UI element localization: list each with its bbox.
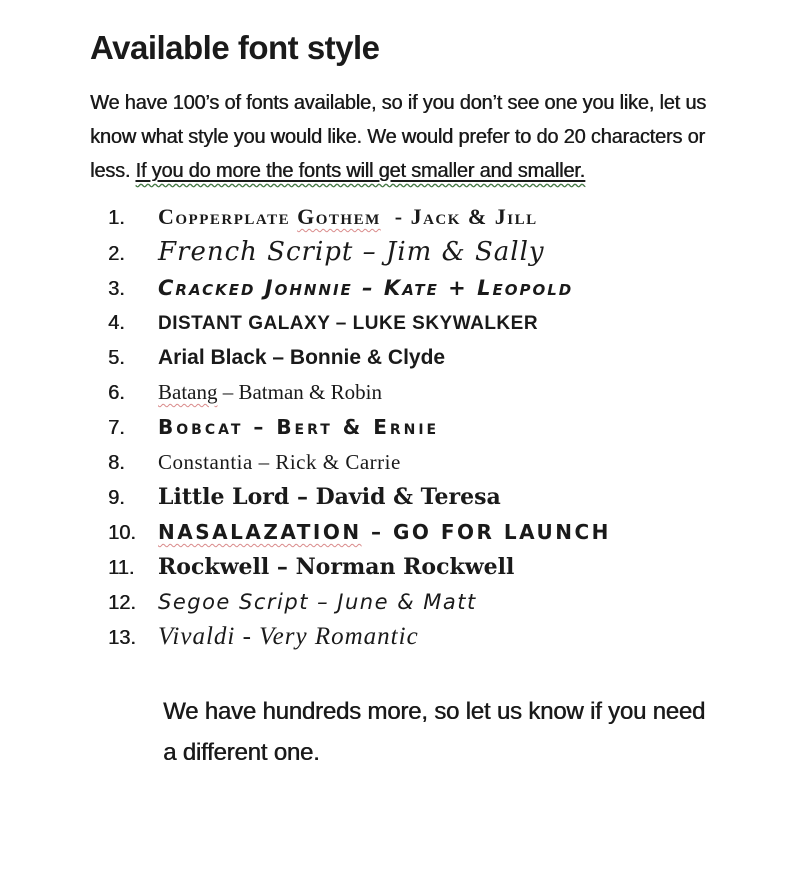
font-sample-text xyxy=(158,239,545,265)
list-item-number: 13. xyxy=(108,627,136,649)
list-item xyxy=(90,554,715,581)
list-item-number: 12. xyxy=(108,592,136,614)
font-sample-text xyxy=(158,311,538,337)
font-sample-text xyxy=(158,204,538,230)
font-sample-text xyxy=(158,624,419,650)
font-sample-text xyxy=(158,484,501,510)
list-item-number: 4. xyxy=(108,312,125,334)
list-item xyxy=(90,414,715,441)
list-item-number: 10. xyxy=(108,522,136,544)
font-sample-text xyxy=(158,449,401,475)
sample-text-part: – Batman & Robin xyxy=(217,380,382,404)
list-item xyxy=(90,449,715,476)
font-list xyxy=(90,204,715,651)
sample-text-part: French Script – Jim & Sally xyxy=(158,237,545,267)
misspelled-word: NASALAZATION xyxy=(158,520,362,544)
sample-text-part: Segoe Script – June & Matt xyxy=(158,590,477,614)
sample-text-part: - Jack & Jill xyxy=(380,204,538,229)
sample-text-part: Copperplate xyxy=(158,204,298,229)
page-title: Available font style xyxy=(90,29,380,66)
list-item xyxy=(90,624,715,651)
intro-text: We have 100’s of fonts available, so if you don’t see one you like, let us know what style you would like. We would prefer to do 20 characters or less. xyxy=(90,92,712,182)
font-sample-text xyxy=(158,379,382,405)
sample-text-part: DISTANT GALAXY – LUKE SKYWALKER xyxy=(158,313,539,334)
font-sample-text xyxy=(158,275,573,301)
list-item xyxy=(90,484,715,511)
font-sample-text xyxy=(158,519,611,545)
list-item xyxy=(90,275,715,302)
sample-text-part: Vivaldi - Very Romantic xyxy=(158,623,419,650)
list-item-number: 5. xyxy=(108,347,125,369)
list-item-number: 1. xyxy=(108,207,125,229)
closing-paragraph: We have hundreds more, so let us know if you need a different one. xyxy=(163,698,706,766)
sample-text-part: Arial Black – Bonnie & Clyde xyxy=(158,346,446,369)
list-item-number: 3. xyxy=(108,278,125,300)
sample-text-part: Constantia – Rick & Carrie xyxy=(158,450,401,474)
list-item xyxy=(90,345,715,371)
list-item-number: 9. xyxy=(108,487,125,509)
sample-text-part: – GO FOR LAUNCH xyxy=(361,520,611,544)
list-item xyxy=(90,589,715,616)
sample-text-part: Bobcat – Bert & Ernie xyxy=(158,415,440,439)
font-sample-text xyxy=(158,345,445,371)
font-sample-text xyxy=(158,414,439,440)
list-item xyxy=(90,204,715,231)
list-item xyxy=(90,519,715,546)
sample-text-part: Little Lord – David & Teresa xyxy=(158,484,501,510)
sample-text-part: Cracked Johnnie – Kate + Leopold xyxy=(158,276,574,300)
font-sample-text xyxy=(158,589,477,615)
intro-paragraph xyxy=(90,86,718,188)
list-item-number: 8. xyxy=(108,452,125,474)
list-item-number: 6. xyxy=(108,382,125,404)
list-item-number: 7. xyxy=(108,417,125,439)
sample-text-part: Rockwell – Norman Rockwell xyxy=(158,554,515,580)
font-sample-text xyxy=(158,554,514,580)
list-item xyxy=(90,379,715,406)
list-item-number: 2. xyxy=(108,243,125,265)
misspelled-word: Gothem xyxy=(297,204,381,229)
grammar-flagged-phrase: If you do more the fonts will get smaller and smaller. xyxy=(135,160,585,182)
list-item xyxy=(90,310,715,337)
list-item-number: 11. xyxy=(108,557,135,579)
misspelled-word: Batang xyxy=(158,380,218,404)
list-item xyxy=(90,239,715,267)
